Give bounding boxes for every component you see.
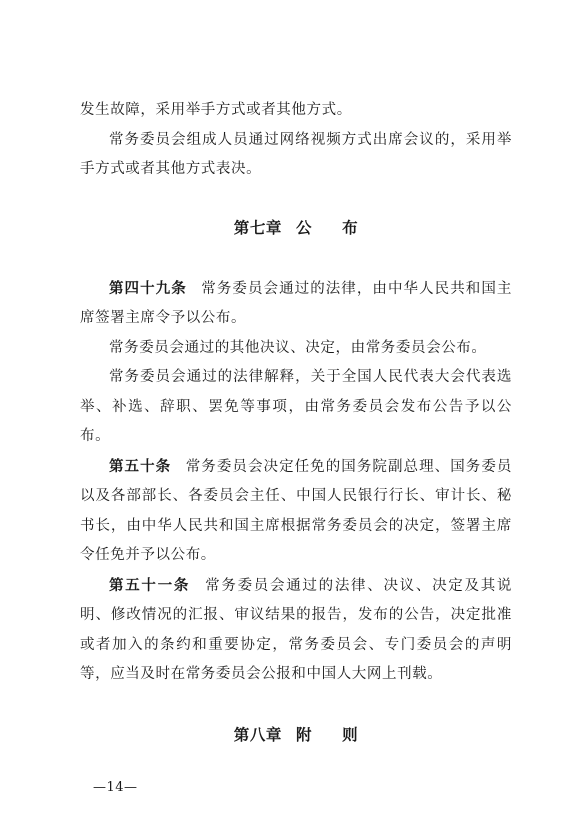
article-number: 第五十一条 [109, 576, 191, 594]
chapter-title-char: 则 [342, 724, 359, 744]
paragraph-continuation: 发生故障，采用举手方式或者其他方式。 [80, 102, 352, 118]
page-number: —14— [93, 780, 138, 795]
chapter-heading-8 [80, 720, 512, 750]
chapter-number: 第七章 [233, 217, 283, 237]
paragraph-law-interpretation: 常务委员会通过的法律解释，关于全国人民代表大会代表选举、补选、辞职、罢免等事项，由常务委员会发布公告予以公布。 [80, 369, 512, 444]
article-text: 常务委员会决定任免的国务院副总理、国务委员以及各部部长、各委员会主任、中国人民银行行长、审计长、秘书长，由中华人民共和国主席根据常务委员会的决定，签署主席令任免并予以公布。 [80, 458, 512, 563]
article-50 [80, 452, 512, 571]
paragraph-other-decisions: 常务委员会通过的其他决议、决定，由常务委员会公布。 [109, 339, 487, 356]
chapter-title-char: 公 [296, 217, 313, 237]
article-text: 常务委员会通过的法律、决议、决定及其说明、修改情况的汇报、审议结果的报告，发布的公告，决定批准或者加入的条约和重要协定，常务委员会、专门委员会的声明等，应当及时在常务委员会公报和中国人大网上刊载。 [80, 577, 512, 682]
paragraph-video-voting: 常务委员会组成人员通过网络视频方式出席会议的，采用举手方式或者其他方式表决。 [80, 131, 512, 177]
document-body [80, 96, 512, 750]
chapter-number: 第八章 [233, 724, 283, 744]
article-number: 第五十条 [109, 457, 172, 475]
article-49 [80, 274, 512, 334]
article-text: 常务委员会通过的法律，由中华人民共和国主席签署主席令予以公布。 [80, 280, 513, 326]
chapter-title-char: 附 [296, 724, 313, 744]
article-51 [80, 571, 512, 690]
article-number: 第四十九条 [109, 279, 187, 297]
chapter-title-char: 布 [342, 217, 359, 237]
chapter-heading-7 [80, 213, 512, 243]
